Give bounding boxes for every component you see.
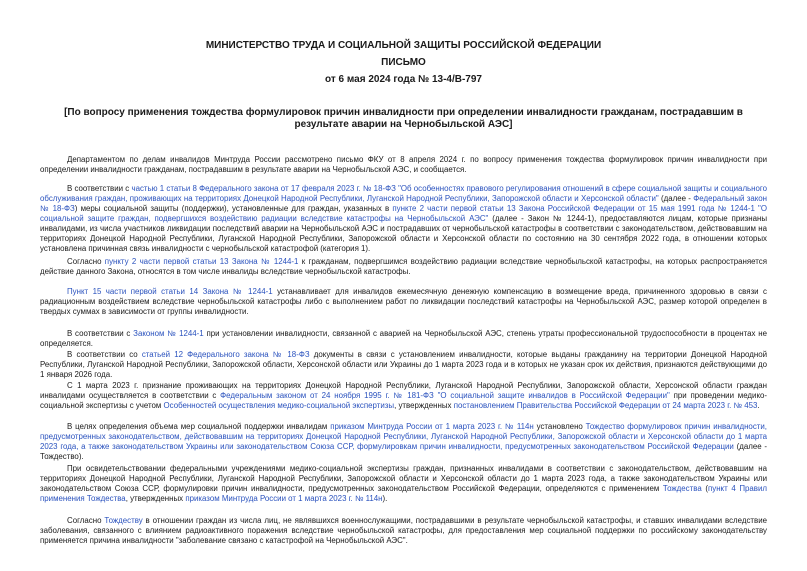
- paragraph-text: В соответствии с: [67, 329, 134, 338]
- paragraph-text: Согласно: [67, 257, 105, 266]
- paragraph-text: (далее -: [658, 194, 694, 203]
- paragraph: [40, 184, 767, 254]
- paragraph-text: В целях определения объема мер социальной поддержки инвалидам: [67, 422, 331, 431]
- paragraph-text: документы в связи с установлением инвалидности, которые выданы гражданину на территории Донецкой Народной Республики, Луганской Народной Республики, Запорожской области, Херсонской области или Украины до 1 марта 2023 года и в которых не указан срок их действия, признаются действующими до 1 января 2026 года.: [40, 350, 767, 379]
- paragraph-text: В соответствии с: [67, 184, 132, 193]
- paragraph-text: в отношении граждан из числа лиц, не являвшихся военнослужащими, пострадавшими в результате чернобыльской катастрофы, и ставших инвалидами вследствие заболевания, связанного с влиянием радиоактивного поражения вследствие чернобыльской катастрофы, для предоставления мер социальной поддержки по российскому законодательству применяется причина инвалидности "заболевание связано с катастрофой на Чернобыльской АЭС".: [40, 516, 767, 545]
- paragraph-text: при установлении инвалидности, связанной с аварией на Чернобыльской АЭС, степень утраты профессиональной трудоспособности в процентах не определяется.: [40, 329, 767, 348]
- paragraph-text: установлено: [533, 422, 586, 431]
- paragraph: [40, 350, 767, 380]
- paragraph-text: В соответствии со: [67, 350, 142, 359]
- document-link[interactable]: пункту 2 части первой статьи 13 Закона № 1244-1: [104, 257, 299, 266]
- paragraph-text: при проведении медико-социальной экспертизы с учетом: [40, 391, 767, 410]
- paragraph-text: Департаментом по делам инвалидов Минтруда России рассмотрено письмо ФКУ от 8 апреля 2024 г. по вопросу применения тождества формулировок причин инвалидности при определении инвалидности гражданам, пострадавшим в результате аварии на Чернобыльской АЭС, и сообщается.: [40, 155, 767, 174]
- paragraph-text: Согласно: [67, 516, 105, 525]
- document-link[interactable]: частью 1 статьи 8 Федерального закона от 17 февраля 2023 г. № 18-ФЗ "Об особенностях правового регулирования отношений в сфере социальной защиты и социального обслуживания граждан, проживающих на территориях Донецкой Народной Республики, Луганской Народной Республики, Запорожской области и Херсонской области": [40, 184, 768, 203]
- paragraph-text: устанавливает для инвалидов ежемесячную денежную компенсацию в возмещение вреда, причиненного здоровью в связи с радиационным воздействием вследствие чернобыльской катастрофы либо с выполнением работ по ликвидации последствий катастрофы на Чернобыльской АЭС, размер которой определен в твердых суммах в зависимости от группы инвалидности.: [40, 287, 767, 316]
- document-link[interactable]: статьей 12 Федерального закона № 18-ФЗ: [141, 350, 310, 359]
- paragraph-text: При освидетельствовании федеральными учреждениями медико-социальной экспертизы граждан, признанных инвалидами в соответствии с законодательством, действовавшим на территориях Донецкой Народной Республики, Луганской Народной Республики, Запорожской области и Херсонской области до 1 марта 2023 года, а также законодательством Украины или законодательством Союза ССР, формулировки причин инвалидности, предусмотренных законодательством Российской Федерации, определяются с применением: [40, 464, 767, 493]
- paragraph: [40, 464, 767, 504]
- document-type: ПИСЬМО: [381, 57, 426, 68]
- document-link[interactable]: пункте 2 части первой статьи 13 Закона Российской Федерации от 15 мая 1991 года № 1244-1 "О социальной защите граждан, подвергшихся воздействию радиации вследствие катастрофы на Чернобыльской АЭС": [40, 204, 767, 223]
- document-date-number: от 6 мая 2024 года № 13-4/В-797: [325, 74, 482, 85]
- paragraph-text: к гражданам, подвергшимся воздействию радиации вследствие чернобыльской катастрофы, на которых распространяется действие данного Закона, относятся в том числе инвалиды вследствие чернобыльской катастрофы.: [40, 257, 767, 276]
- paragraph-text: ).: [382, 494, 388, 503]
- document-link[interactable]: приказом Минтруда России от 1 марта 2023 г. № 114н: [185, 494, 383, 503]
- document-link[interactable]: Тождеству: [104, 516, 143, 525]
- paragraph-text: , утвержденных: [125, 494, 186, 503]
- document-link[interactable]: Федеральный закон № 18-ФЗ: [40, 194, 768, 213]
- document-subject: [По вопросу применения тождества формулировок причин инвалидности при определении инвалидности гражданам, пострадавшим в результате аварии на Чернобыльской АЭС]: [64, 107, 743, 130]
- document-link[interactable]: постановлением Правительства Российской Федерации от 24 марта 2023 г. № 453: [453, 401, 758, 410]
- paragraph-text: (далее - Закон № 1244-1), предоставляются лицам, которые признаны инвалидами, из числа участников ликвидации последствий аварии на Чернобыльской АЭС и пострадавших от чернобыльской катастрофы в соответствии с законодательством, действовавшим на территориях Донецкой Народной Республики, Луганской Народной Республики, Запорожской области и Херсонской области по состоянию на 30 сентября 2022 года, в отношении которых установлена причинная связь инвалидности с чернобыльской катастрофой (категория 1).: [40, 214, 768, 253]
- paragraph: [40, 516, 767, 546]
- paragraph-text: С 1 марта 2023 г. признание проживающих на территориях Донецкой Народной Республики, Луганской Народной Республики, Запорожской области, Херсонской области граждан инвалидами осуществляется в соответствии с: [40, 381, 767, 400]
- paragraph-text: ) меры социальной защиты (поддержки), установленные для граждан, указанных в: [74, 204, 393, 213]
- document-link[interactable]: Особенностей осуществления медико-социальной экспертизы: [163, 401, 395, 410]
- document-link[interactable]: Законом № 1244-1: [133, 329, 204, 338]
- document-link[interactable]: Тождества: [662, 484, 702, 493]
- paragraph-text: (: [701, 484, 708, 493]
- paragraph: [40, 381, 767, 411]
- paragraph-text: .: [757, 401, 760, 410]
- document-link[interactable]: Пункт 15 части первой статьи 14 Закона № 1244-1: [67, 287, 273, 296]
- document-link[interactable]: Тождество формулировок причин инвалидности, предусмотренных законодательством, действовавшим на территориях Донецкой Народной Республики, Луганской Народной Республики, Запорожской области и Херсонской области до 1 марта 2023 года, а также законодательством Украины или законодательством Союза ССР, формулировкам причин инвалидности, предусмотренных законодательством Российской Федерации: [40, 422, 767, 451]
- paragraph: [40, 287, 767, 317]
- ministry-title: МИНИСТЕРСТВО ТРУДА И СОЦИАЛЬНОЙ ЗАЩИТЫ РОССИЙСКОЙ ФЕДЕРАЦИИ: [205, 40, 602, 51]
- paragraph: [40, 422, 767, 462]
- paragraph: [40, 257, 767, 277]
- paragraph: [40, 329, 767, 349]
- paragraph-text: (далее - Тождество).: [40, 442, 767, 461]
- document-link[interactable]: приказом Минтруда России от 1 марта 2023 г. № 114н: [330, 422, 534, 431]
- paragraph-text: , утвержденных: [394, 401, 454, 410]
- document-link[interactable]: Федеральным законом от 24 ноября 1995 г. № 181-ФЗ "О социальной защите инвалидов в Российской Федерации": [220, 391, 670, 400]
- paragraph: [40, 155, 767, 175]
- document-link[interactable]: пункт 4 Правил применения Тождества: [40, 484, 768, 503]
